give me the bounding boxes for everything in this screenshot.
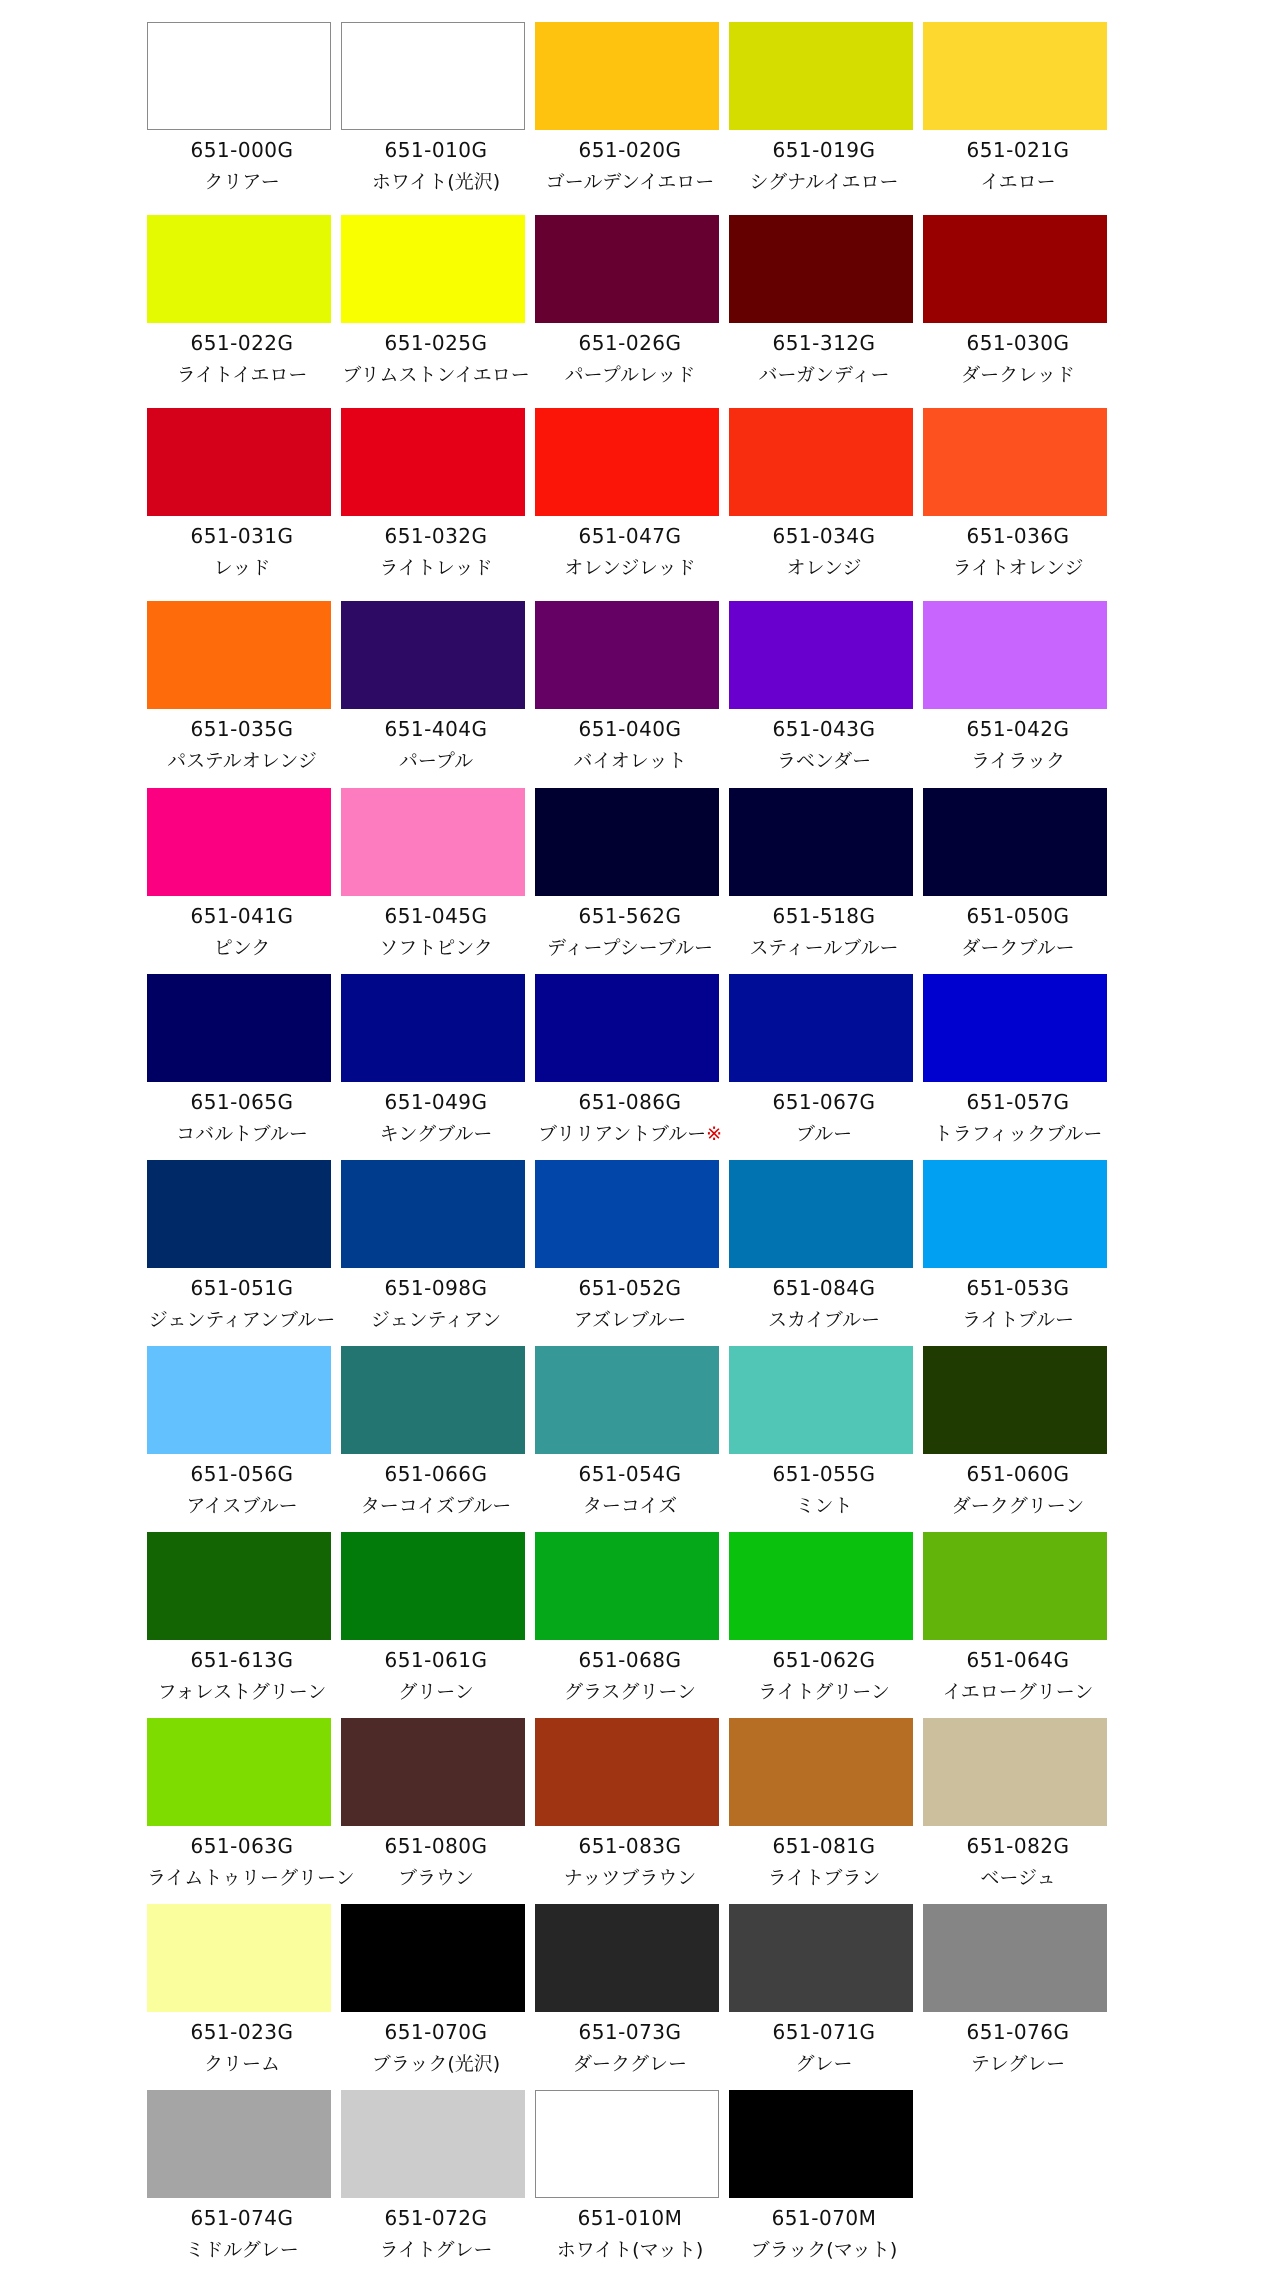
color-swatch: [923, 1160, 1107, 1268]
color-name-text: イエロー: [980, 171, 1056, 193]
color-code: 651-010M: [577, 2206, 683, 2230]
color-swatch: [923, 408, 1107, 516]
color-name: [341, 2238, 531, 2262]
color-name-text: ブリムストンイエロー: [342, 364, 530, 386]
color-name: [341, 936, 531, 960]
color-name: [729, 1680, 919, 1704]
color-name: [341, 1866, 531, 1890]
color-name-text: ライトグリーン: [758, 1681, 890, 1703]
color-name: [923, 1866, 1113, 1890]
color-name: [147, 2052, 337, 2076]
color-name: [729, 1494, 919, 1518]
color-name: [147, 2238, 337, 2262]
color-name: [341, 1308, 531, 1332]
color-code: 651-518G: [772, 904, 876, 928]
color-code: 651-063G: [190, 1834, 294, 1858]
color-swatch: [923, 22, 1107, 130]
color-name: [341, 1680, 531, 1704]
color-swatch: [147, 2090, 331, 2198]
color-swatch: [147, 788, 331, 896]
color-name: [147, 749, 337, 773]
color-name-text: ミント: [795, 1495, 853, 1517]
color-swatch: [341, 1160, 525, 1268]
color-name: [729, 363, 919, 387]
color-code: 651-068G: [578, 1648, 682, 1672]
color-code: 651-031G: [190, 524, 294, 548]
color-swatch: [147, 1346, 331, 1454]
color-swatch: [147, 1160, 331, 1268]
color-code: 651-404G: [384, 717, 488, 741]
color-swatch: [729, 974, 913, 1082]
color-name: [147, 170, 337, 194]
color-code: 651-049G: [384, 1090, 488, 1114]
color-name-text: ソフトピンク: [379, 937, 493, 959]
color-code: 651-020G: [578, 138, 682, 162]
color-swatch: [147, 1718, 331, 1826]
color-swatch: [341, 408, 525, 516]
color-swatch: [923, 1718, 1107, 1826]
color-name: [729, 749, 919, 773]
color-code: 651-083G: [578, 1834, 682, 1858]
color-swatch: [923, 601, 1107, 709]
color-code: 651-080G: [384, 1834, 488, 1858]
color-swatch: [535, 1718, 719, 1826]
color-code: 651-065G: [190, 1090, 294, 1114]
color-name-text: ダークグレー: [572, 2053, 687, 2075]
color-name: [923, 2052, 1113, 2076]
color-swatch: [535, 1160, 719, 1268]
color-name: [923, 1122, 1113, 1146]
color-name: [535, 936, 725, 960]
color-code: 651-613G: [190, 1648, 294, 1672]
color-code: 651-562G: [578, 904, 682, 928]
color-swatch: [729, 22, 913, 130]
color-name-text: ライトレッド: [379, 557, 493, 579]
color-swatch: [729, 601, 913, 709]
color-name-text: ディープシーブルー: [546, 937, 714, 959]
color-swatch: [729, 408, 913, 516]
color-name: [147, 1122, 337, 1146]
color-name-text: シグナルイエロー: [749, 171, 899, 193]
color-swatch: [535, 1904, 719, 2012]
color-swatch: [147, 1904, 331, 2012]
color-swatch: [729, 1904, 913, 2012]
color-swatch: [729, 1160, 913, 1268]
color-swatch: [147, 22, 331, 130]
color-name-text: ミドルグレー: [185, 2239, 299, 2261]
color-name: [923, 1494, 1113, 1518]
color-code: 651-060G: [966, 1462, 1070, 1486]
color-name: [535, 749, 725, 773]
color-swatch: [535, 1532, 719, 1640]
color-code: 651-052G: [578, 1276, 682, 1300]
color-name-text: ターコイズ: [582, 1495, 678, 1517]
color-code: 651-053G: [966, 1276, 1070, 1300]
color-swatch: [923, 215, 1107, 323]
color-code: 651-025G: [384, 331, 488, 355]
color-code: 651-034G: [772, 524, 876, 548]
color-code: 651-030G: [966, 331, 1070, 355]
color-name-text: ホワイト(光沢): [371, 171, 501, 193]
color-code: 651-070M: [771, 2206, 877, 2230]
color-name: [729, 170, 919, 194]
color-name-text: ダークブルー: [961, 937, 1075, 959]
color-code: 651-051G: [190, 1276, 294, 1300]
color-swatch: [341, 22, 525, 130]
color-name-text: スカイブルー: [767, 1309, 881, 1331]
color-name-text: バイオレット: [573, 750, 687, 772]
color-name: [535, 1122, 725, 1146]
color-name: [923, 936, 1113, 960]
color-name-text: ライトグレー: [379, 2239, 493, 2261]
color-swatch: [535, 601, 719, 709]
color-swatch: [729, 1718, 913, 1826]
color-name-text: ジェンティアン: [370, 1309, 502, 1331]
color-name-text: グレー: [795, 2053, 853, 2075]
color-code: 651-067G: [772, 1090, 876, 1114]
color-name: [341, 2052, 531, 2076]
color-swatch: [341, 1904, 525, 2012]
color-code: 651-050G: [966, 904, 1070, 928]
color-code: 651-056G: [190, 1462, 294, 1486]
color-code: 651-061G: [384, 1648, 488, 1672]
color-swatch: [923, 1346, 1107, 1454]
color-code: 651-098G: [384, 1276, 488, 1300]
color-name: [535, 363, 725, 387]
color-name-text: ライムトゥリーグリーン: [147, 1867, 355, 1889]
color-swatch: [729, 215, 913, 323]
color-name-text: トラフィックブルー: [933, 1123, 1103, 1145]
color-code: 651-035G: [190, 717, 294, 741]
color-name-text: クリーム: [203, 2053, 280, 2075]
color-name-text: グラスグリーン: [563, 1681, 697, 1703]
note-mark: ※: [706, 1123, 723, 1145]
color-name: [341, 749, 531, 773]
color-code: 651-072G: [384, 2206, 488, 2230]
color-code: 651-021G: [966, 138, 1070, 162]
color-swatch: [341, 974, 525, 1082]
color-code: 651-084G: [772, 1276, 876, 1300]
color-code: 651-055G: [772, 1462, 876, 1486]
color-name: [729, 1866, 919, 1890]
color-name: [341, 1494, 531, 1518]
color-name-text: ライトオレンジ: [952, 557, 1084, 579]
color-name-text: イエローグリーン: [942, 1681, 1094, 1703]
color-name: [923, 556, 1113, 580]
color-code: 651-312G: [772, 331, 876, 355]
color-code: 651-043G: [772, 717, 876, 741]
color-name-text: ライトイエロー: [176, 364, 308, 386]
color-swatch: [147, 215, 331, 323]
color-code: 651-022G: [190, 331, 294, 355]
color-swatch: [923, 974, 1107, 1082]
color-name-text: ターコイズブルー: [360, 1495, 512, 1517]
color-swatch: [923, 1904, 1107, 2012]
color-name-text: アズレブルー: [573, 1309, 687, 1331]
color-name-text: パープル: [398, 750, 474, 772]
color-code: 651-066G: [384, 1462, 488, 1486]
color-code: 651-071G: [772, 2020, 876, 2044]
color-code: 651-041G: [190, 904, 294, 928]
color-code: 651-010G: [384, 138, 488, 162]
color-name-text: ブラック(光沢): [371, 2053, 501, 2075]
color-name-text: ライラック: [970, 750, 1066, 772]
color-name-text: コバルトブルー: [176, 1123, 308, 1145]
color-name-text: キングブルー: [379, 1123, 493, 1145]
color-name: [147, 1680, 337, 1704]
color-swatch: [341, 788, 525, 896]
color-name-text: ジェンティアンブルー: [148, 1309, 336, 1331]
color-name: [535, 2052, 725, 2076]
color-code: 651-000G: [190, 138, 294, 162]
color-name-text: ゴールデンイエロー: [545, 171, 715, 193]
color-swatch: [923, 788, 1107, 896]
color-name: [535, 170, 725, 194]
color-name-text: ナッツブラウン: [563, 1867, 697, 1889]
color-code: 651-042G: [966, 717, 1070, 741]
color-swatch: [729, 2090, 913, 2198]
color-name: [729, 2052, 919, 2076]
color-name: [923, 749, 1113, 773]
color-name: [147, 1866, 355, 1890]
color-name-text: ブラック(マット): [750, 2239, 898, 2261]
color-name: [729, 936, 919, 960]
color-name-text: ホワイト(マット): [556, 2239, 704, 2261]
color-code: 651-040G: [578, 717, 682, 741]
color-name: [341, 170, 531, 194]
color-name: [535, 1866, 725, 1890]
color-code: 651-076G: [966, 2020, 1070, 2044]
color-name: [147, 936, 337, 960]
color-code: 651-032G: [384, 524, 488, 548]
color-name: [147, 556, 337, 580]
color-name-text: ライトブルー: [961, 1309, 1075, 1331]
color-swatch: [341, 1532, 525, 1640]
color-swatch: [341, 215, 525, 323]
color-name: [341, 556, 531, 580]
color-code: 651-082G: [966, 1834, 1070, 1858]
color-name: [535, 1494, 725, 1518]
color-name-text: テレグレー: [970, 2053, 1066, 2075]
color-name-text: ダークグリーン: [951, 1495, 1085, 1517]
color-name-text: ブルー: [795, 1123, 853, 1145]
color-name: [147, 363, 337, 387]
color-name-text: オレンジ: [786, 557, 862, 579]
color-name-text: フォレストグリーン: [157, 1681, 327, 1703]
color-name: [535, 556, 725, 580]
color-name: [729, 1122, 919, 1146]
color-name-text: パープルレッド: [564, 364, 696, 386]
color-swatch: [535, 22, 719, 130]
color-swatch: [147, 601, 331, 709]
color-name-text: アイスブルー: [186, 1495, 298, 1517]
color-swatch: [729, 1532, 913, 1640]
color-code: 651-074G: [190, 2206, 294, 2230]
color-name: [341, 1122, 531, 1146]
color-swatch: [341, 2090, 525, 2198]
color-swatch: [923, 1532, 1107, 1640]
color-swatch: [341, 601, 525, 709]
color-code: 651-054G: [578, 1462, 682, 1486]
color-code: 651-057G: [966, 1090, 1070, 1114]
color-name: [535, 1680, 725, 1704]
color-swatch: [535, 974, 719, 1082]
color-swatch: [341, 1718, 525, 1826]
color-name-text: ベージュ: [980, 1867, 1056, 1889]
color-code: 651-062G: [772, 1648, 876, 1672]
color-swatch: [147, 1532, 331, 1640]
color-name-text: ライトブラン: [767, 1867, 881, 1889]
color-name: [147, 1308, 337, 1332]
color-code: 651-026G: [578, 331, 682, 355]
color-name-text: ブリリアントブルー: [537, 1123, 707, 1145]
color-name: [923, 1680, 1113, 1704]
color-name: [535, 1308, 725, 1332]
color-code: 651-036G: [966, 524, 1070, 548]
color-code: 651-064G: [966, 1648, 1070, 1672]
color-swatch: [535, 1346, 719, 1454]
color-code: 651-023G: [190, 2020, 294, 2044]
color-name-text: バーガンディー: [758, 364, 890, 386]
color-code: 651-073G: [578, 2020, 682, 2044]
color-name: [729, 2238, 919, 2262]
color-swatch: [535, 408, 719, 516]
color-name: [923, 170, 1113, 194]
color-name-text: ピンク: [213, 937, 271, 959]
color-name: [729, 1308, 919, 1332]
color-code: 651-045G: [384, 904, 488, 928]
color-name: [729, 556, 919, 580]
color-name-text: ダークレッド: [961, 364, 1075, 386]
color-swatch: [341, 1346, 525, 1454]
color-name-text: オレンジレッド: [564, 557, 696, 579]
color-swatch: [535, 2090, 719, 2198]
color-name-text: クリアー: [204, 171, 280, 193]
color-name-text: グリーン: [398, 1681, 474, 1703]
color-code: 651-047G: [578, 524, 682, 548]
color-name-text: パステルオレンジ: [167, 750, 317, 772]
color-name: [147, 1494, 337, 1518]
color-code: 651-070G: [384, 2020, 488, 2044]
color-name: [535, 2238, 725, 2262]
color-swatch: [147, 974, 331, 1082]
color-name-text: レッド: [213, 557, 271, 579]
color-name: [923, 363, 1113, 387]
color-name-text: スティールブルー: [749, 937, 899, 959]
color-name: [923, 1308, 1113, 1332]
color-swatch: [729, 788, 913, 896]
color-name: [341, 363, 531, 387]
color-name-text: ラベンダー: [776, 750, 872, 772]
color-code: 651-081G: [772, 1834, 876, 1858]
color-swatch: [729, 1346, 913, 1454]
color-name-text: ブラウン: [397, 1867, 474, 1889]
color-swatch: [147, 408, 331, 516]
color-swatch: [535, 788, 719, 896]
color-code: 651-086G: [578, 1090, 682, 1114]
color-code: 651-019G: [772, 138, 876, 162]
color-swatch: [535, 215, 719, 323]
